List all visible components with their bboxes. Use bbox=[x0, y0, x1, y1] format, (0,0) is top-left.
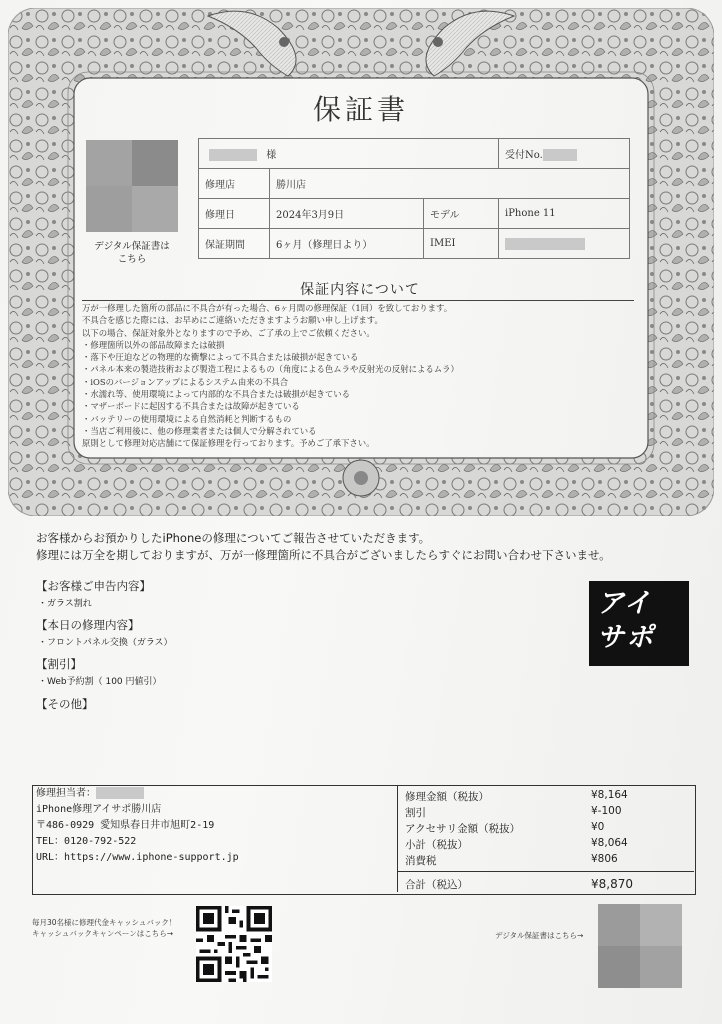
repair-date-label: 修理日 bbox=[199, 199, 270, 229]
discount-amount-value: ¥-100 bbox=[591, 805, 622, 817]
reception-cell bbox=[499, 139, 630, 169]
other-section bbox=[36, 696, 94, 712]
total-value: ¥8,870 bbox=[591, 877, 633, 891]
discount-heading: 【割引】 bbox=[36, 657, 82, 671]
accessory-amount-label: アクセサリ金額（税抜） bbox=[405, 823, 521, 835]
certificate-title: 保証書 bbox=[312, 93, 409, 126]
terms-body bbox=[82, 302, 642, 450]
repair-body: ・フロントパネル交換（ガラス） bbox=[38, 638, 173, 648]
flower-ornament-icon bbox=[343, 460, 379, 496]
terms-line: 以下の場合、保証対象外となりますので予め、ご了承の上でご依頼ください。 bbox=[82, 327, 375, 338]
terms-line: ・パネル本来の製造技術および製造工程によるもの（角度による色ムラや反射光の反射によるムラ） bbox=[82, 364, 459, 375]
terms-line: ・iOSのバージョンアップによるシステム由来の不具合 bbox=[82, 376, 289, 387]
qr-caption bbox=[74, 240, 190, 266]
cashback-line1: 毎月30名様に修理代金キャッシュバック！ bbox=[32, 918, 177, 927]
customer-suffix: 様 bbox=[266, 149, 277, 161]
terms-line: ・水濡れ等、使用環境によって内部的な不具合または破損が起きている bbox=[82, 389, 350, 400]
report-intro bbox=[36, 530, 611, 564]
subtotal-label: 小計（税抜） bbox=[405, 839, 468, 851]
customer-name-masked bbox=[209, 149, 257, 161]
complaint-section bbox=[36, 578, 151, 609]
staff-row bbox=[36, 786, 239, 802]
warranty-period-value: 6ヶ月（修理日より） bbox=[270, 229, 424, 259]
cashback-qr-code[interactable] bbox=[196, 906, 272, 982]
total-divider bbox=[398, 871, 694, 872]
total-label: 合計（税込） bbox=[405, 879, 468, 891]
repair-amount-value: ¥8,164 bbox=[591, 789, 628, 801]
intro-line2: 修理には万全を期しておりますが、万が一修理箇所に不具合がございましたらすぐにお問い合わせ下さいませ。 bbox=[36, 548, 611, 562]
accessory-amount-value: ¥0 bbox=[591, 821, 605, 833]
discount-amount-label: 割引 bbox=[405, 807, 426, 819]
discount-section bbox=[36, 656, 162, 687]
warranty-period-label: 保証期間 bbox=[199, 229, 270, 259]
terms-line: 原則として修理対応店舗にて保証修理を行っております。予めご了承下さい。 bbox=[82, 438, 375, 449]
other-heading: 【その他】 bbox=[36, 697, 94, 711]
model-value: iPhone 11 bbox=[499, 199, 630, 229]
shop-tel: TEL：0120-792-522 bbox=[36, 836, 137, 847]
reception-number-masked bbox=[543, 149, 577, 161]
subtotal-value: ¥8,064 bbox=[591, 837, 628, 849]
shop-value: 勝川店 bbox=[270, 169, 630, 199]
aisapo-logo bbox=[589, 581, 689, 666]
imei-label: IMEI bbox=[424, 229, 499, 259]
amounts-panel bbox=[397, 786, 694, 892]
qr-caption-line1: デジタル保証書は bbox=[94, 241, 170, 252]
reception-label: 受付No. bbox=[505, 149, 543, 161]
cashback-line2[interactable]: キャッシュバックキャンペーンはこちら→ bbox=[32, 929, 173, 938]
terms-line: 不具合を感じた際には、お早めにご連絡いただきますようお願い申し上げます。 bbox=[82, 315, 383, 326]
logo-line1: アイ bbox=[597, 588, 653, 619]
digital-cert-note[interactable]: デジタル保証書はこちら→ bbox=[495, 931, 584, 940]
terms-line: ・修理箇所以外の部品故障または破損 bbox=[82, 339, 225, 350]
terms-line: ・バッテリーの使用環境による自然消耗と判断するもの bbox=[82, 413, 292, 424]
terms-line: ・当店ご利用後に、他の修理業者または個人で分解されている bbox=[82, 425, 317, 436]
terms-divider bbox=[82, 300, 634, 301]
staff-label: 修理担当者： bbox=[36, 788, 96, 799]
repair-section bbox=[36, 617, 173, 648]
discount-body: ・Web予約割（ 100 円値引） bbox=[38, 677, 162, 687]
complaint-heading: 【お客様ご申告内容】 bbox=[36, 579, 151, 593]
imei-masked bbox=[505, 238, 585, 250]
tax-value: ¥806 bbox=[591, 853, 618, 865]
terms-heading: 保証内容について bbox=[300, 282, 420, 298]
complaint-body: ・ガラス割れ bbox=[38, 599, 92, 609]
imei-cell bbox=[499, 229, 630, 259]
repair-amount-label: 修理金額（税抜） bbox=[405, 791, 489, 803]
tax-label: 消費税 bbox=[405, 855, 437, 867]
warranty-info-table bbox=[198, 138, 630, 259]
digital-warranty-qr-footer-blurred bbox=[598, 904, 682, 988]
terms-line: ・落下や圧迫などの物理的な衝撃によって不具合または破損が起きている bbox=[82, 352, 359, 363]
qr-caption-line2: こちら bbox=[117, 254, 147, 265]
repair-heading: 【本日の修理内容】 bbox=[36, 618, 140, 632]
terms-line: ・マザーボードに起因する不具合または故障が起きている bbox=[82, 401, 300, 412]
staff-name-masked bbox=[96, 787, 144, 799]
terms-line: 万が一修理した箇所の部品に不具合が有った場合、6ヶ月間の修理保証（1回）を致しております。 bbox=[82, 303, 453, 313]
shop-label: 修理店 bbox=[199, 169, 270, 199]
intro-line1: お客様からお預かりしたiPhoneの修理についてご報告させていただきます。 bbox=[36, 531, 431, 545]
logo-line2: サポ bbox=[597, 622, 655, 653]
model-label: モデル bbox=[424, 199, 499, 229]
repair-date-value: 2024年3月9日 bbox=[270, 199, 424, 229]
shop-name: iPhone修理アイサポ勝川店 bbox=[36, 804, 162, 815]
digital-warranty-qr-blurred bbox=[86, 140, 178, 232]
shop-info bbox=[36, 786, 239, 866]
customer-name-cell bbox=[199, 139, 499, 169]
billing-box bbox=[32, 785, 696, 895]
cashback-note bbox=[32, 917, 176, 939]
shop-url: URL：https://www.iphone-support.jp bbox=[36, 852, 239, 863]
shop-address: 〒486-0929 愛知県春日井市旭町2-19 bbox=[36, 820, 215, 831]
